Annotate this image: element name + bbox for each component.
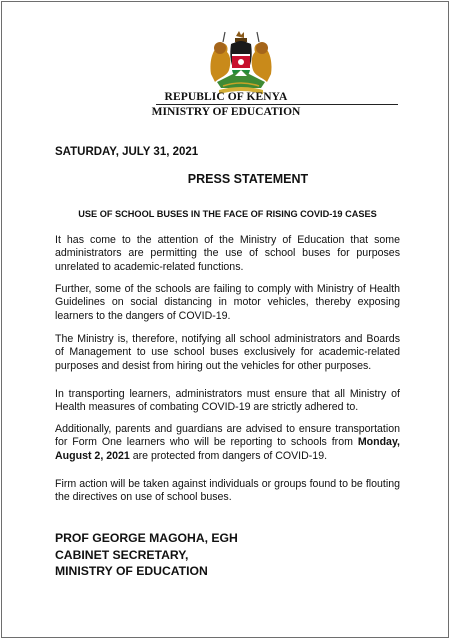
paragraph-5: [55, 423, 400, 463]
paragraph-5-text-end: are protected from dangers of COVID-19.: [129, 449, 328, 462]
signature-block: [55, 530, 238, 580]
paragraph-3: The Ministry is, therefore, notifying all school administrators and Boards of Management to use school buses exclusively for academic-related purposes and desist from hiring out the vehicles for other purposes.: [55, 333, 400, 372]
paragraph-6: Firm action will be taken against individuals or groups found to be flouting the directives on use of school buses.: [55, 478, 400, 504]
paragraph-1: It has come to the attention of the Ministry of Education that some administrators are permitting the use of school buses for purposes unrelated to academic-related functions.: [55, 234, 400, 273]
header-divider: [156, 104, 398, 105]
republic-title: REPUBLIC OF KENYA: [164, 91, 288, 103]
signatory-title: CABINET SECRETARY,: [55, 547, 189, 562]
signatory-name: PROF GEORGE MAGOHA, EGH: [55, 531, 238, 545]
paragraph-2: Further, some of the schools are failing to comply with Ministry of Health Guidelines on social distancing in motor vehicles, thereby exposing learners to the dangers of COVID-19.: [55, 283, 400, 322]
coat-of-arms-icon: [205, 30, 277, 96]
statement-heading: USE OF SCHOOL BUSES IN THE FACE OF RISING COVID-19 CASES: [78, 209, 377, 219]
signatory-office: MINISTRY OF EDUCATION: [55, 564, 208, 578]
paragraph-5-text: Additionally, parents and guardians are advised to ensure transportation for Form One learners who will be reporting to schools from: [55, 423, 400, 449]
statement-date: SATURDAY, JULY 31, 2021: [55, 146, 199, 158]
paragraph-4: In transporting learners, administrators must ensure that all Ministry of Health measures of combating COVID-19 are strictly adhered to.: [55, 388, 400, 414]
document-type-title: PRESS STATEMENT: [187, 172, 309, 186]
ministry-title: MINISTRY OF EDUCATION: [151, 106, 301, 118]
reporting-date-emphasis: Monday, August 2, 2021: [55, 436, 400, 462]
